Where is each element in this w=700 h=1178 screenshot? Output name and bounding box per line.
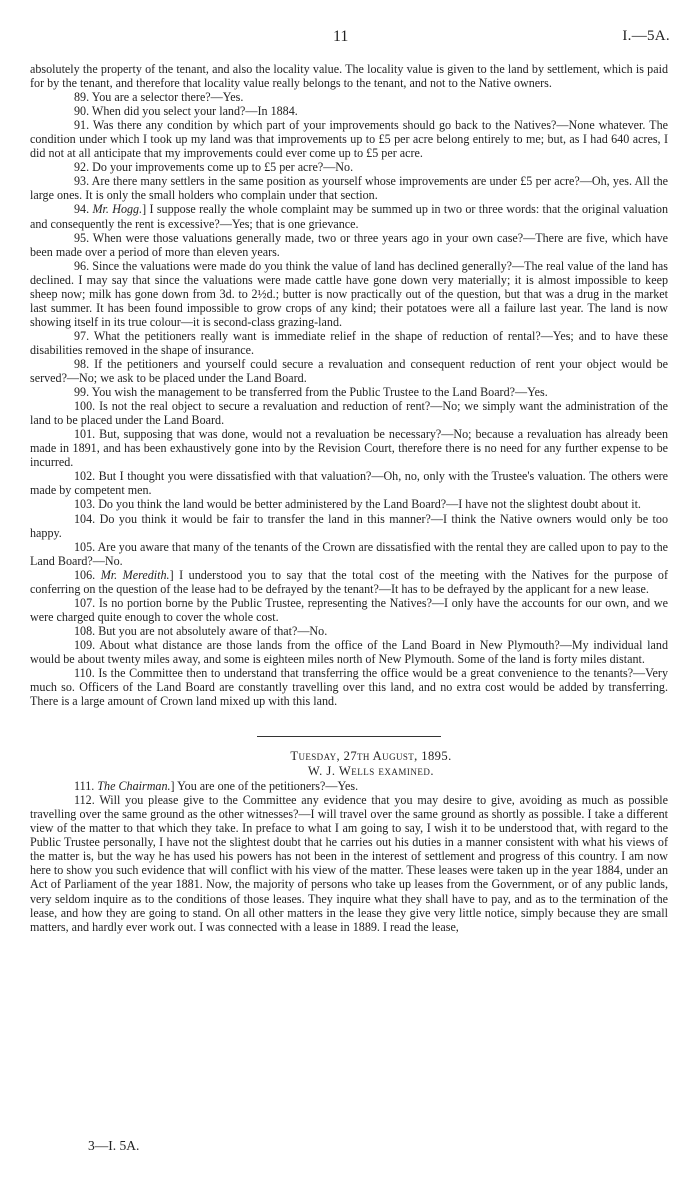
evidence-paragraph xyxy=(30,118,668,160)
paragraph-text: 97. What the petitioners really want is immediate relief in the shape of reduction of rental?—Yes; and to have these disabilities removed in the shape of insurance. xyxy=(30,328,668,357)
evidence-paragraph xyxy=(30,357,668,385)
speaker-name: The Chairman. xyxy=(97,779,171,794)
paragraph-text: ] I understood you to say that the total cost of the meeting with the Natives for the purpose of conferring on the question of the lease had to be defrayed by the tenant?—It has to be defrayed by the applicant for a new lease. xyxy=(30,567,668,596)
paragraph-text: ] I suppose really the whole complaint may be summed up in two or three words: that the original valuation and consequently the rent is excessive?—Yes; that is one grievance. xyxy=(30,202,668,231)
paragraph-text: 92. Do your improvements come up to £5 per acre?—No. xyxy=(74,160,354,175)
document-reference: I.—5A. xyxy=(622,28,670,44)
signature-mark: 3—I. 5A. xyxy=(88,1138,140,1153)
witness-heading: W. J. Wells examined. xyxy=(307,764,435,779)
evidence-paragraph xyxy=(30,512,668,540)
evidence-paragraph xyxy=(30,174,668,202)
paragraph-text: 110. Is the Committee then to understand that transferring the office would be a great convenience to the tenants?—Very much so. Officers of the Land Board are constantly travelling over this land, and no extra cost would be added by transferring. There is a large amount of Crown land mixed up with this land. xyxy=(30,666,668,709)
paragraph-text: 108. But you are not absolutely aware of that?—No. xyxy=(74,623,328,638)
paragraph-text: 101. But, supposing that was done, would not a revaluation be necessary?—No; because a revaluation has already been made in 1891, and has been exhaustively gone into by the Revision Court, therefore there is no need for any further expense to be incurred. xyxy=(30,427,668,470)
evidence-paragraph xyxy=(30,202,668,230)
paragraph-text: 103. Do you think the land would be better administered by the Land Board?—I have not the slightest doubt about it. xyxy=(74,497,641,512)
evidence-paragraph xyxy=(30,666,668,708)
speaker-name: Mr. Meredith. xyxy=(100,567,170,582)
evidence-paragraph xyxy=(30,399,668,427)
paragraph-text: 95. When were those valuations generally made, two or three years ago in your own case?—There are five, which have been made over a period of more than eleven years. xyxy=(30,230,668,259)
paragraph-text: 105. Are you aware that many of the tenants of the Crown are dissatisfied with the rental they are called upon to pay to the Land Board?—No. xyxy=(30,539,668,568)
evidence-section-2 xyxy=(30,779,668,934)
evidence-paragraph xyxy=(30,793,668,933)
evidence-paragraph xyxy=(30,231,668,259)
paragraph-text: 102. But I thought you were dissatisfied with that valuation?—Oh, no, only with the Trustee's valuation. The others were made by competent men. xyxy=(30,469,668,498)
paragraph-text: 104. Do you think it would be fair to transfer the land in this manner?—I think the Native owners would only be too happy. xyxy=(30,511,668,540)
evidence-paragraph xyxy=(30,104,668,118)
evidence-paragraph xyxy=(30,568,668,596)
section-divider xyxy=(257,736,441,737)
paragraph-text: 91. Was there any condition by which part of your improvements should go back to the Natives?—None whatever. The condition under which I took up my land was that improvements up to £5 per acre belong entirely to me; but, as I had 640 acres, I did not at all anticipate that my improvements could ever come up to £5 per acre. xyxy=(30,118,668,161)
paragraph-text: 89. You are a selector there?—Yes. xyxy=(74,90,244,105)
page-header xyxy=(0,28,700,50)
evidence-paragraph xyxy=(30,62,668,90)
evidence-section-1 xyxy=(30,62,668,708)
evidence-paragraph xyxy=(30,497,668,511)
document-body xyxy=(30,62,668,934)
question-number: 106. xyxy=(74,567,101,582)
paragraph-text: 96. Since the valuations were made do you think the value of land has declined generally?—The real value of the land has declined. I may say that since the valuations were made cattle have gone down very materially; it is almost impossible to keep sheep now; milk has gone down from 3d. to 2½d.; butter is now practically out of the question, but that was a drug in the market last summer. It has been found impossible to grow crops of any kind; their potatoes were all a failure last year. The land is now showing itself in its true colour—it is second-class grazing-land. xyxy=(30,258,668,329)
evidence-paragraph xyxy=(30,329,668,357)
paragraph-text: 112. Will you please give to the Committee any evidence that you may desire to give, avoiding as much as possible travelling over the same ground as the other witnesses?—I will travel over the same ground as shortly as possible. I take a different view of the matter to that which they take. In preface to what I am going to say, I wish it to be understood that, with regard to the Public Trustee personally, I have not the slightest doubt that he carries out his duties in a manner consistent with what his views of the matter is, but the way he has used his powers has not been in the interest of settlement and progress of this country. I am now here to show you such evidence that will conflict with his view of the matter. These leases were taken up in the year 1884, under an Act of Parliament of the year 1881. Now, the majority of persons who take up leases from the Government, or of any public lands, very seldom inquire as to the conditions of those leases. They inquire what they shall have to pay, and as to the termination of the lease, and how they are going to stand. On all other matters in the lease they give very little notice, simply because they are small matters, and hardly ever work out. I was connected with a lease in 1889. I read the lease, xyxy=(30,793,668,934)
evidence-paragraph xyxy=(30,638,668,666)
evidence-paragraph xyxy=(30,779,668,793)
paragraph-text: 90. When did you select your land?—In 1884. xyxy=(74,104,298,119)
paragraph-text: 109. About what distance are those lands from the office of the Land Board in New Plymouth?—My individual land would be about twenty miles away, and some is eighteen miles north of New Plymouth. Some of the land is forty miles distant. xyxy=(30,637,668,666)
evidence-paragraph xyxy=(30,469,668,497)
paragraph-text: 107. Is no portion borne by the Public Trustee, representing the Natives?—I only have the accounts for our own, and we were charged quite enough to cover the whole cost. xyxy=(30,595,668,624)
evidence-paragraph xyxy=(30,596,668,624)
evidence-paragraph xyxy=(30,624,668,638)
paragraph-text: 100. Is not the real object to secure a revaluation and reduction of rent?—No; we simply want the administration of the land to be placed under the Land Board. xyxy=(30,399,668,428)
page-number: 11 xyxy=(333,28,349,45)
paragraph-text: absolutely the property of the tenant, and also the locality value. The locality value is given to the land by settlement, which is paid for by the tenant, and therefore that locality value really belongs to the tenant, and not to the Native owners. xyxy=(30,62,668,91)
evidence-paragraph xyxy=(30,160,668,174)
paragraph-text: 93. Are there many settlers in the same position as yourself whose improvements are under £5 per acre?—Oh, yes. All the large ones. It is only the small holders who complain under that section. xyxy=(30,174,668,203)
question-number: 94. xyxy=(74,202,93,217)
evidence-paragraph xyxy=(30,385,668,399)
evidence-paragraph xyxy=(30,90,668,104)
sitting-date: Tuesday, 27th August, 1895. xyxy=(290,749,452,764)
paragraph-text: 98. If the petitioners and yourself could secure a revaluation and consequent reduction of rent your object would be served?—No; we ask to be placed under the Land Board. xyxy=(30,356,668,386)
paragraph-text: 99. You wish the management to be transferred from the Public Trustee to the Land Board?—Yes. xyxy=(74,385,548,400)
question-number: 111. xyxy=(74,779,98,794)
evidence-paragraph xyxy=(30,540,668,568)
evidence-paragraph xyxy=(30,427,668,469)
speaker-name: Mr. Hogg. xyxy=(92,202,143,217)
paragraph-text: ] You are one of the petitioners?—Yes. xyxy=(170,779,359,794)
evidence-paragraph xyxy=(30,259,668,329)
